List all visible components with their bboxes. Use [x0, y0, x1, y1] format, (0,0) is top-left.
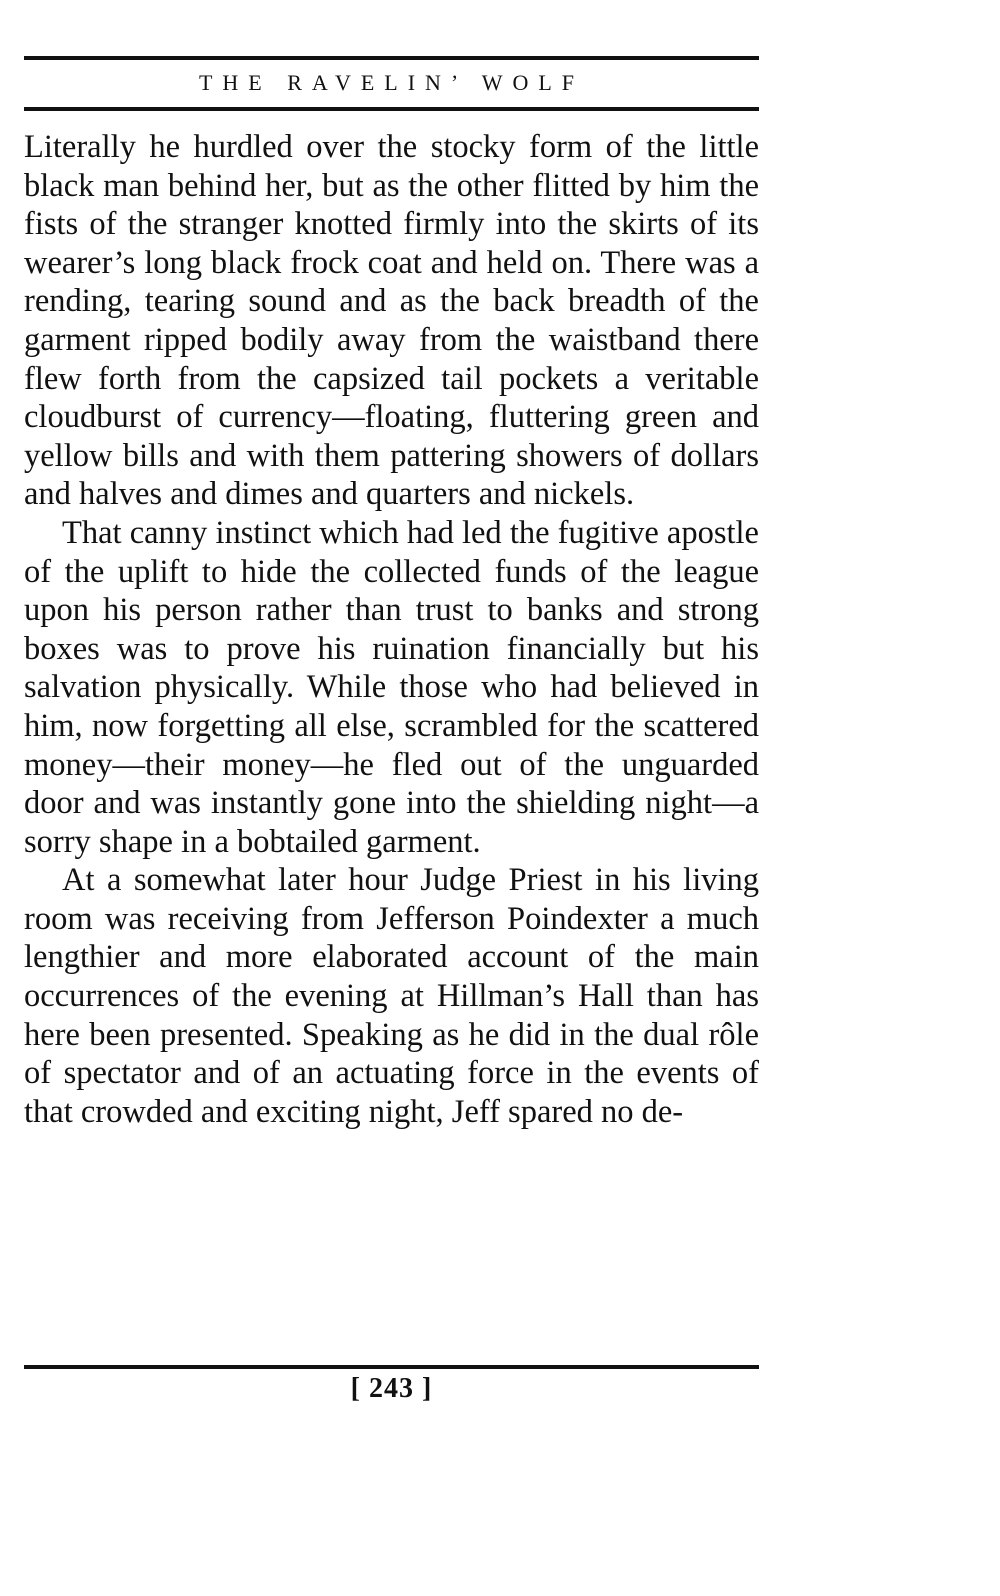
paragraph-1: Literally he hurdled over the stocky form of the little black man behind her, but as the other flitted by him the fists of the stranger knotted firmly into the skirts of its wearer’s long black frock coat and held on. There was a rending, tearing sound and as the back breadth of the garment ripped bodily away from the waistband there flew forth from the capsized tail pockets a veritable cloudburst of currency—floating, fluttering green and yellow bills and with them pattering showers of dollars and halves and dimes and quarters and nickels. [24, 129, 759, 513]
book-page [24, 0, 759, 1596]
running-head: THE RAVELIN’ WOLF [198, 70, 585, 95]
header-bottom-rule [24, 107, 759, 111]
page-number: [ 243 ] [350, 1373, 433, 1404]
paragraph-2: That canny instinct which had led the fugitive apostle of the uplift to hide the collected funds of the league upon his person rather than trust to banks and strong boxes was to prove his ruination financially but his salvation physically. While those who had believed in him, now forgetting all else, scrambled for the scattered money—their money—he fled out of the unguarded door and was instantly gone into the shielding night—a sorry shape in a bobtailed garment. [24, 514, 759, 860]
header-top-rule [24, 56, 759, 60]
paragraph-3: At a somewhat later hour Judge Priest in his living room was receiving from Jefferson Poindexter a much lengthier and more elaborated account of the main occurrences of the evening at Hillman’s Hall than has here been presented. Speaking as he did in the dual rôle of spectator and of an actuating force in the events of that crowded and exciting night, Jeff spared no de- [24, 862, 759, 1130]
body-text [24, 128, 759, 1131]
footer-rule [24, 1365, 759, 1369]
